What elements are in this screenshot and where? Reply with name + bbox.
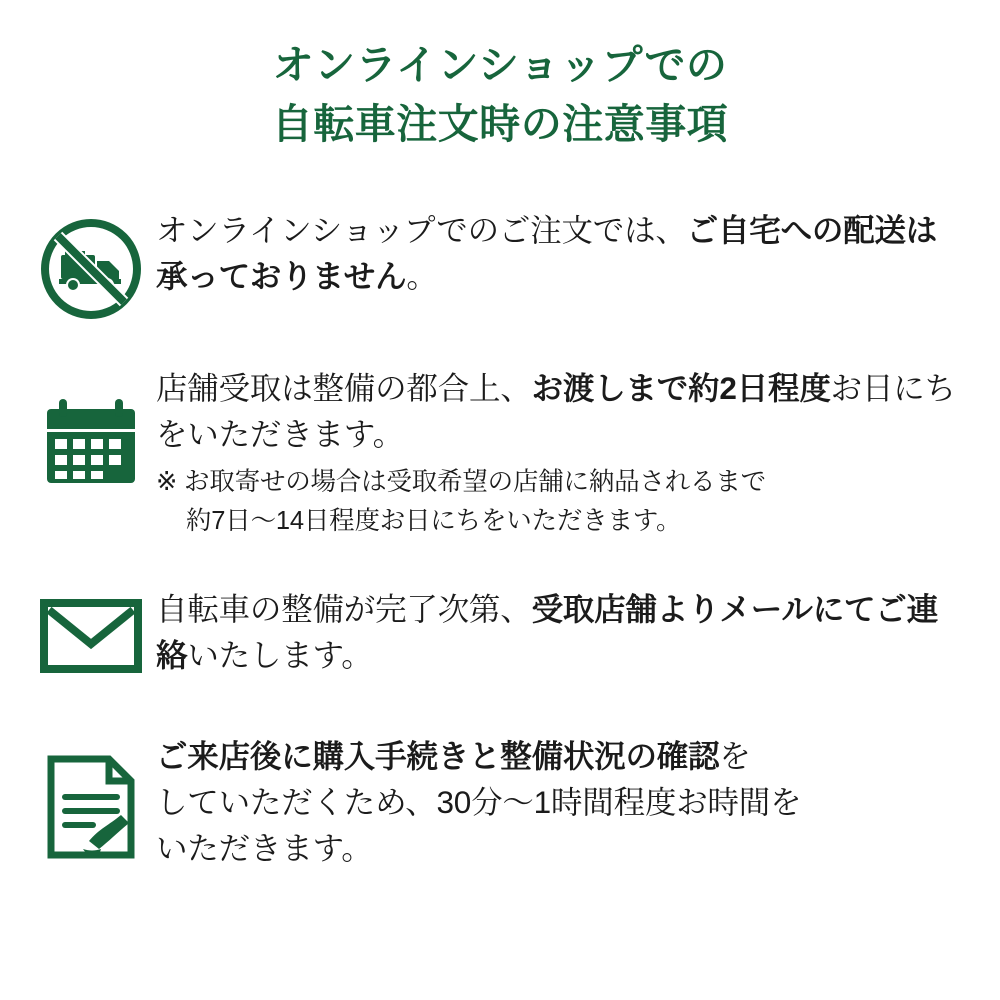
list-item	[0, 207, 1000, 321]
text-cell	[152, 207, 966, 300]
notice-text-plain-1: を	[719, 737, 751, 774]
notice-text	[156, 586, 966, 679]
notice-subnote-line-2: 約7日〜14日程度お日にちをいただきます。	[186, 506, 682, 535]
text-cell	[152, 733, 966, 872]
notice-text-plain-3: いただきます。	[156, 830, 373, 867]
no-delivery-truck-icon	[39, 217, 143, 321]
page-title-line-1: オンラインショップでの	[272, 42, 728, 88]
document-signature-icon	[43, 755, 139, 859]
page-title	[0, 0, 1000, 155]
notice-text-plain-1: オンラインショップでのご注文では、	[156, 211, 687, 248]
notice-list	[0, 207, 1000, 872]
notice-subnote	[156, 463, 966, 540]
notice-text-bold-2: 配送は承っておりません	[156, 211, 938, 295]
page-title-line-2: 自転車注文時の注意事項	[271, 101, 729, 148]
notice-text-bold-1: ご自宅への	[686, 211, 844, 248]
list-item	[0, 733, 1000, 872]
notice-text-plain-2: いたします。	[187, 637, 373, 674]
notice-text	[156, 207, 966, 300]
list-item	[0, 586, 1000, 679]
text-cell	[152, 365, 966, 540]
icon-cell	[30, 586, 152, 674]
notice-text-bold-1: 受取店舗よりメール	[531, 590, 813, 627]
notice-text	[156, 733, 966, 872]
notice-text-plain-1: 自転車の整備が完了次第、	[156, 590, 532, 627]
notice-text-plain-2: していただくため、30分〜1時間程度お時間を	[156, 783, 802, 820]
text-cell	[152, 586, 966, 679]
notice-text-bold-2: 度	[799, 369, 831, 406]
notice-text-plain-2: 。	[406, 258, 438, 295]
icon-cell	[30, 207, 152, 321]
calendar-icon	[41, 395, 141, 491]
notice-text-bold-1: ご来店後に購入手続きと整備状況の確認	[156, 737, 720, 774]
list-item	[0, 365, 1000, 540]
icon-cell	[30, 365, 152, 491]
mail-envelope-icon	[39, 598, 143, 674]
notice-text	[156, 365, 966, 458]
notice-text-plain-1: 店舗受取は整備の都合上、	[156, 369, 532, 406]
notice-text-bold-2: にてご連絡	[156, 590, 938, 674]
icon-cell	[30, 733, 152, 859]
notice-text-plain-2: お日にちをいただきます。	[156, 369, 956, 453]
notice-text-bold-1: お渡しまで約2日程	[531, 369, 800, 406]
notice-subnote-line-1: ※ お取寄せの場合は受取希望の店舗に納品されるまで	[156, 468, 766, 497]
